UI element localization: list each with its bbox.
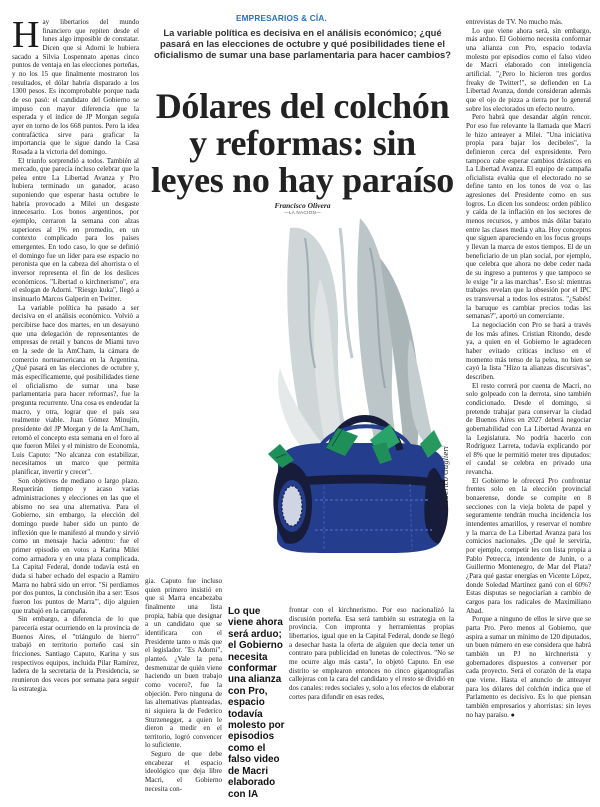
article-column-3 (289, 606, 454, 797)
paragraph: La negociación con Pro se hará a través de los más afines. Cristian Ritondo, desde ya, a quien en el Gobierno le agradecen haber evitado críticas incluso en el momento más tenso de la pelea, no bien se cayó la lista "Hizo ta alianzas discursivas", describen. (466, 320, 591, 381)
paragraph: Pero habrá que desandar algún rencor. Por eso fue relevante la llamada que Macri le hizo anteayer a Milei. "Una iniciativa propia para bajar los decibeles", la definieron cerca del expresidente. Pero tampoco cabe esperar cambios drásticos en La Libertad Avanza. El equipo de campaña oficialista evalúa que el electorado no se define tanto en los tonos de voz o las agresiones del Presidente como en sus logros. Lo dicen los sondeos: orden público y caída de la inflación en los sectores de menos recursos, y ambos más dólar barato entre las clases media y alta. Hoy conceptos que siguen apareciendo en los focus groups y llevan la marca de estos tiempos. El de un beneficiario de un plan social, por ejemplo, que celebra que ahora no debe ceder nada de su ingreso a punteros y que tampoco se le exige "ir a las marchas". Eso sí: mientras trabajes revelan que la obsesión por el IPC es transversal a todos los estratos. "¿Sabés! la baruque es cambiar precios todas las semanas?", aportó un comerciante. (466, 113, 591, 321)
paragraph: La variable política ha pasado a ser decisiva en el análisis económico. Volvió a percibirse hace dos martes, en un desayuno que una delegación de representantes de empresas de retail y bancos de Miami tuvo en la sede de la AmCham, la cámara de comercio norteamericana en la Argentina. ¿Qué pasará en las elecciones de octubre y, más específicamente, qué posibilidades tiene el oficialismo de sumar una base parlamentaria para hacer reformas?, fue la pregunta recurrente. Una cosa es endeudar la macro, y otra, lograr que el país sea realmente viable. Juan Gómez Minujín, presidente del JP Morgan y de la AmCham, retomó el concepto esta semana en el foro al que fueron Milei y el ministro de Economía, Luis Caputo: "No alcanza con estabilizar, necesitamos un marco que permita planificar, invertir y crecer". (12, 303, 139, 477)
paragraph: Porque a ninguno de ellos le sirve que se parta Pro. Pero menos al Gobierno, que aspira a sumar un mínimo de 120 diputados, un buen número en ese considera que habrá también un PJ no kirchnerista y gobernadores dispuestos a converser por cada proyecto. Será el corazón de la etapa que viene. Hasta el anuncio de anteayer para los dólares del colchón indica que el Parlamento es decisivo. Es lo que piensan también empresarios y ahorristas: sin leyes no hay paraíso. ● (466, 615, 591, 719)
paragraph: gia. Caputo fue incluso quien primero insistió en que si Marra encabezaba finalmente una lista propia, había que designar a un candidato que se identificara con el Presidente tanto o más que el legislador. "Es Adorni", planteó. ¿Vale la pena desmenuzar de quién viene haciendo un buen trabajo como vocero?, fue la objeción. Pero ninguna de las alternativas planteadas, ni siquiera la de Federico Sturzenegger, a quien le dieron a medir en el territorio, logró convencer lo suficiente. (145, 577, 222, 750)
section-label: EMPRESARIOS & CÍA. (236, 14, 327, 23)
illustration (220, 218, 466, 573)
paragraph: entrevistas de TV. No mucho más. (466, 18, 563, 26)
artist-signature (442, 446, 450, 509)
article-deck: La variable política es decisiva en el análisis económico; ¿qué pasará en las elecciones de octubre y qué posibilidades tiene el oficialismo de sumar una base parlamentaria para hacer cambios? (154, 27, 451, 60)
paragraph: El Gobierno le ofrecerá Pro confrontar frentes solo en la elección provincial bonaerense, donde se compite en 8 secciones con la vieja boleta de papel y seguramente tendrán mucha incidencia los intendentes amarillos, y reservar el nombre y la marca de La Libertad Avanza para los comicios nacionales. ¿De qué le serviría, por ejemplo, competir les con lista propia a Pablo Petrecca, intendente de Junín, o a Guillermo Montenegro, de Mar del Plata? ¿Para qué gastar energías en Vicente López, donde Soledad Martínez ganó con el 60%? Estas disputas se negociarían a cambio de cargos para los radicales de Maximiliano Abad. (466, 476, 591, 615)
pull-quote: Lo que viene ahora será arduo; el Gobierno necesita conformar una alianza con Pro, espacio todavía molesto por episodios como el falso video de Macri elaborado con IA (228, 606, 285, 800)
paragraph: El triunfo sorprendió a todos. También al mercado, que parecía incluso celebrar que la pelea entre La Libertad Avanza y Pro hubiera terminado un ganador, acaso suponiendo que esperar hasta octubre le habría provocado a Milei un desgaste innecesario. Los bonos argentinos, por ejemplo, cerraron la semana con alzas superiores al 1% en promedio, en un contexto complicado para los países emergentes. En todo caso, lo que se definió el domingo fue un líder para ese espacio no peronista que en la cabeza del ahorrista o el inversor representa el fin de los deslices económicos. "Libertad o kirchnerismo", era el eslogan de Adorni. "Riesgo kuka", llegó a insinuarlo Marcos Galperin en Twitter. (12, 156, 139, 303)
paragraph: Seguro de que debe encabezar el espacio ideológico que deja libre Macri, el Gobierno necesita con- (145, 750, 222, 793)
headline: Dólares del colchón y reformas: sin leyes no hay paraíso (150, 86, 455, 200)
paragraph: Lo que viene ahora será, sin embargo, más arduo. El Gobierno necesita conformar una alianza con Pro, espacio todavía molesto por episodios como el falso video de Macri elaborado con inteligencia artificial. "¿Pero lo hicieron tres gordos freaky de Twitter!", se defienden en La Libertad Avanza, donde consideran además que el ojo de pizza a tierra por lo general sobre los electorados un efecto neutro. (466, 26, 591, 113)
source-credit: —LA NACION— (284, 210, 321, 215)
article-column-2 (145, 577, 222, 797)
byline: Francisco Olivera (274, 201, 331, 210)
drop-cap: H (12, 18, 40, 56)
article-column-4 (466, 18, 591, 802)
paragraph: Sin embargo, a diferencia de lo que parecería estar ocurriendo en la provincia de Buenos Aires, el "triángulo de hierro" trabajó en territorio porteño casi sin fricciones. Santiago Caputo, Karina y sus respectivos equipos, incluida Pilar Ramírez, ladera de la secretaria de la Presidencia, se reunieron dos veces por semana para seguir la estrategia. (12, 615, 139, 693)
duffel-bag (268, 419, 448, 554)
paragraph: Son objetivos de mediano o largo plazo. Requerirán tiempo y acaso varias administraciones y elecciones en las que el abismo no sea una alternativa. Para el Gobierno, sin embargo, la elección del domingo puede haber sido un punto de inflexión que le manifestó al mundo y sirvió como un mensaje hacia adentro: fue el primer episodio en votos a Karina Milei como armadora y en una plaza complicada. La Capital Federal, donde todavía está en duda si haber echado del espacio a Ramiro Marra no habrá sido un error. "Si perdíamos por dos puntos, la conclusión iba a ser: 'Esos fueron los puntos de Marra'", dijo alguien que trabajó en la campaña. (12, 476, 139, 615)
paragraph: ay libertarios del mundo financiero que repiten desde el lunes algo imposible de constatar. Dicen que si Adorni le hubiera sacado a Silvia Lospennato apenas cinco puntos de ventaja en las elecciones porteñas, y no los 15 que finalmente mostraron los resultados, el dólar habría disparado a los 1300 pesos. Es incomprobable porque nada de eso pasó: el candidato del Gobierno se impuso con mayor diferencia que la esperada y el índice de JP Morgan seguía ayer en torno de los 668 puntos. Pero la idea contrafáctica sirve para graficar la importancia que le sigue dando la Casa Rosada a la victoria del domingo. (12, 18, 139, 156)
paragraph: frontar con el kirchnerismo. Por eso nacionalizó la discusión porteña. Esa será también su estrategia en la provincia. Con impronta y herramientas propias libertarios, igual que en la Capital Federal, donde se llegó a desechar hasta la oferta de alguien que decía tener un contrato para publicidad en lunetas de colectivos. "No se me ocurre algo más casta", lo objetó Caputo. En ese distrito se emplearon entonces no cinco gigantografías callejeras con la cara del candidato y el resto se dividió en dos canales: redes sociales y, solo a los efectos de elaborar cortes para difundir en esas redes, (289, 606, 454, 701)
signature-text: Federico Guglieri (442, 446, 450, 508)
article-column-1 (12, 18, 139, 802)
paragraph: El resto correrá por cuenta de Macri, no solo golpeado con la derrota, sino también condicionado. Desde el domingo, si pretende trabajar para conservar la ciudad de Buenos Aires en 2027 deberá negociar gobernabilidad con La Libertad Avanza en la Legislatura. No podría hacerlo con Rodríguez Larreta, todavía explicando por el 8% que le permitió meter tres diputados: el caudal se celebra en privado una revancha. (466, 381, 591, 477)
